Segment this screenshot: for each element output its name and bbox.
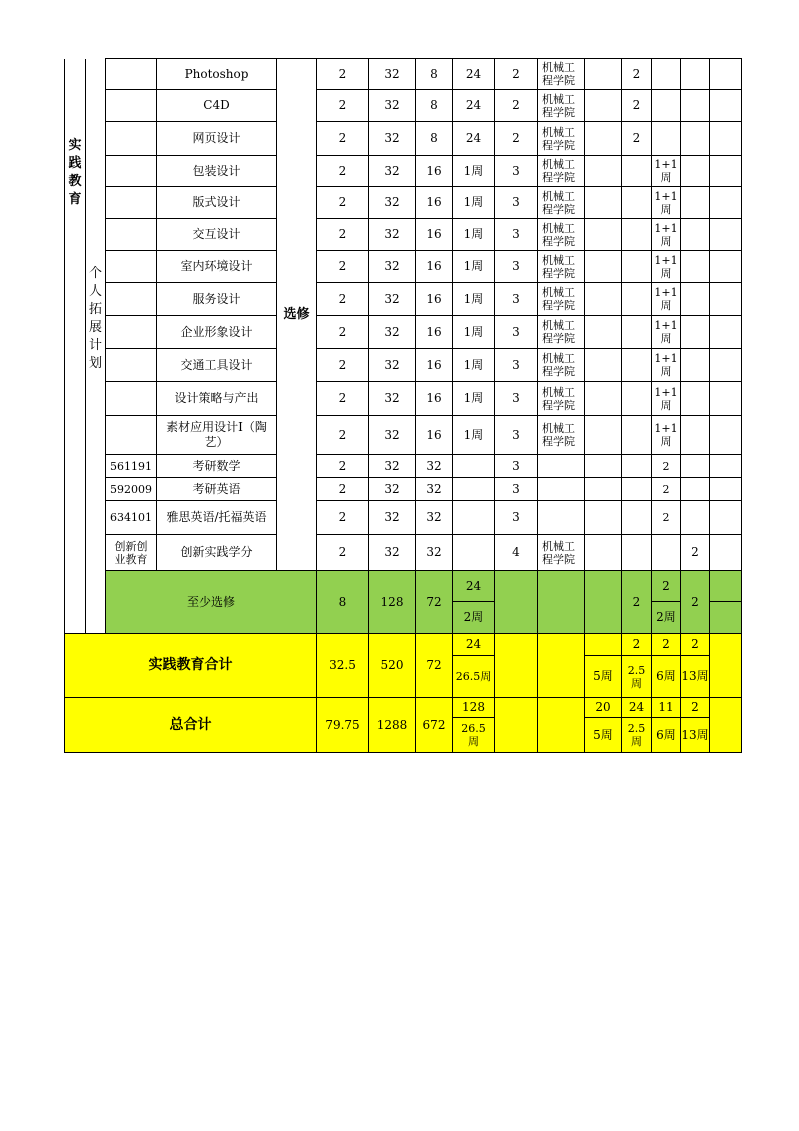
- credits-cell: 2: [317, 219, 369, 251]
- course-code: [106, 416, 157, 455]
- credits-cell: 2: [317, 90, 369, 122]
- table-row: [65, 382, 742, 416]
- sem-cell: 2周: [652, 602, 681, 634]
- sem-cell: [710, 535, 742, 571]
- sem-cell: [622, 349, 652, 382]
- credits-cell: 79.75: [317, 698, 369, 753]
- section-label: 实 践 教 育: [65, 59, 86, 571]
- course-rows: [65, 59, 742, 753]
- dept-cell: [538, 478, 585, 501]
- credits-cell: 2: [317, 283, 369, 316]
- credits-cell: 8: [317, 571, 369, 634]
- practice-hours-cell: 16: [416, 349, 453, 382]
- term-cell: 3: [495, 349, 538, 382]
- table-row: [65, 478, 742, 501]
- sem-cell: [681, 59, 710, 90]
- hours-cell: 32: [369, 219, 416, 251]
- sem-cell: 6周: [652, 656, 681, 698]
- practice-total-row: [65, 634, 742, 656]
- sem-cell: [585, 219, 622, 251]
- practice-hours-cell: 32: [416, 455, 453, 478]
- sem-cell: 1+1 周: [652, 349, 681, 382]
- course-name: 设计策略与产出: [157, 382, 277, 416]
- term-cell: 3: [495, 416, 538, 455]
- course-name: C4D: [157, 90, 277, 122]
- weeks-cell: 24: [453, 122, 495, 156]
- hours-cell: 32: [369, 90, 416, 122]
- sem-cell: 2: [652, 634, 681, 656]
- requirement-label: 选修: [277, 59, 317, 571]
- course-name: 素材应用设计I（陶 艺）: [157, 416, 277, 455]
- sem-cell: [622, 187, 652, 219]
- hours-cell: 32: [369, 283, 416, 316]
- sem-cell: [585, 316, 622, 349]
- hours-cell: 32: [369, 156, 416, 187]
- weeks-cell: 1周: [453, 382, 495, 416]
- hours-cell: 32: [369, 416, 416, 455]
- sem-cell: 13周: [681, 656, 710, 698]
- course-name: 雅思英语/托福英语: [157, 501, 277, 535]
- hours-cell: 1288: [369, 698, 416, 753]
- sem-cell: [622, 478, 652, 501]
- sem-cell: [681, 251, 710, 283]
- sem-cell: [710, 156, 742, 187]
- credits-cell: 2: [317, 59, 369, 90]
- course-code: [106, 219, 157, 251]
- sem-cell: [622, 535, 652, 571]
- sem-cell: [710, 571, 742, 602]
- sem-cell: [681, 455, 710, 478]
- credits-cell: 2: [317, 455, 369, 478]
- hours-cell: 32: [369, 59, 416, 90]
- weeks-cell: 1周: [453, 187, 495, 219]
- course-code: [106, 59, 157, 90]
- sem-cell: 1+1 周: [652, 251, 681, 283]
- sem-cell: 2: [622, 634, 652, 656]
- course-code: 634101: [106, 501, 157, 535]
- practice-hours-cell: 672: [416, 698, 453, 753]
- course-name: 创新实践学分: [157, 535, 277, 571]
- dept-cell: 机械工 程学院: [538, 219, 585, 251]
- course-name: 室内环境设计: [157, 251, 277, 283]
- sem-cell: [585, 90, 622, 122]
- credits-cell: 2: [317, 478, 369, 501]
- sem-cell: 5周: [585, 656, 622, 698]
- sem-cell: [681, 416, 710, 455]
- plan-label: 个 人 拓 展 计 划: [86, 59, 106, 634]
- course-code: [106, 283, 157, 316]
- sem-cell: [710, 59, 742, 90]
- hours-cell: 32: [369, 122, 416, 156]
- sem-cell: 6周: [652, 718, 681, 753]
- dept-cell: 机械工 程学院: [538, 316, 585, 349]
- weeks-cell: 2周: [453, 602, 495, 634]
- dept-cell: [538, 571, 585, 634]
- sem-cell: 2: [681, 698, 710, 718]
- sem-cell: [710, 122, 742, 156]
- course-name: 包装设计: [157, 156, 277, 187]
- course-code: [106, 156, 157, 187]
- weeks-cell: 1周: [453, 416, 495, 455]
- sem-cell: 2: [681, 634, 710, 656]
- course-code: 561191: [106, 455, 157, 478]
- sem-cell: 1+1 周: [652, 283, 681, 316]
- sem-cell: [710, 187, 742, 219]
- practice-hours-cell: 8: [416, 59, 453, 90]
- dept-cell: [538, 634, 585, 698]
- credits-cell: 2: [317, 251, 369, 283]
- min-elective-row: [65, 571, 742, 602]
- sem-cell: 1+1 周: [652, 382, 681, 416]
- sem-cell: [681, 316, 710, 349]
- term-cell: 3: [495, 455, 538, 478]
- sem-cell: [585, 59, 622, 90]
- practice-total-label: 实践教育合计: [65, 634, 317, 698]
- sem-cell: 2: [622, 90, 652, 122]
- table-row: [65, 90, 742, 122]
- credits-cell: 2: [317, 382, 369, 416]
- course-code: [106, 90, 157, 122]
- term-cell: 3: [495, 283, 538, 316]
- sem-cell: [710, 455, 742, 478]
- sem-cell: 2: [652, 501, 681, 535]
- sem-cell: [681, 382, 710, 416]
- sem-cell: 1+1 周: [652, 219, 681, 251]
- sem-cell: 5周: [585, 718, 622, 753]
- section-spacer: [65, 571, 86, 634]
- weeks-cell: [453, 501, 495, 535]
- credits-cell: 2: [317, 501, 369, 535]
- credits-cell: 32.5: [317, 634, 369, 698]
- sem-cell: 20: [585, 698, 622, 718]
- practice-hours-cell: 16: [416, 416, 453, 455]
- term-cell: 2: [495, 122, 538, 156]
- course-code: [106, 251, 157, 283]
- weeks-cell: 1周: [453, 156, 495, 187]
- dept-cell: 机械工 程学院: [538, 187, 585, 219]
- hours-cell: 520: [369, 634, 416, 698]
- sem-cell: 2: [622, 571, 652, 634]
- term-cell: 3: [495, 382, 538, 416]
- term-cell: [495, 698, 538, 753]
- sem-cell: [585, 571, 622, 634]
- table-row: [65, 349, 742, 382]
- weeks-cell: [453, 478, 495, 501]
- term-cell: 2: [495, 90, 538, 122]
- table-row: [65, 316, 742, 349]
- sem-cell: [622, 251, 652, 283]
- sem-cell: [681, 156, 710, 187]
- weeks-cell: 26.5 周: [453, 718, 495, 753]
- term-cell: 3: [495, 316, 538, 349]
- dept-cell: [538, 698, 585, 753]
- sem-cell: 1+1 周: [652, 156, 681, 187]
- sem-cell: [622, 382, 652, 416]
- course-name: Photoshop: [157, 59, 277, 90]
- term-cell: [495, 571, 538, 634]
- credits-cell: 2: [317, 122, 369, 156]
- course-name: 交互设计: [157, 219, 277, 251]
- practice-hours-cell: 72: [416, 634, 453, 698]
- table-row: [65, 187, 742, 219]
- sem-cell: [681, 283, 710, 316]
- sem-cell: 11: [652, 698, 681, 718]
- course-code: [106, 122, 157, 156]
- practice-hours-cell: 32: [416, 501, 453, 535]
- course-code: [106, 187, 157, 219]
- sem-cell: [585, 122, 622, 156]
- sem-cell: [710, 283, 742, 316]
- course-name: 服务设计: [157, 283, 277, 316]
- hours-cell: 32: [369, 382, 416, 416]
- sem-cell: [652, 59, 681, 90]
- dept-cell: 机械工 程学院: [538, 251, 585, 283]
- table-row: [65, 501, 742, 535]
- practice-hours-cell: 16: [416, 382, 453, 416]
- table-row: [65, 251, 742, 283]
- practice-hours-cell: 8: [416, 122, 453, 156]
- practice-hours-cell: 32: [416, 478, 453, 501]
- course-code: [106, 349, 157, 382]
- sem-cell: [710, 416, 742, 455]
- credits-cell: 2: [317, 349, 369, 382]
- sem-cell: [585, 416, 622, 455]
- weeks-cell: 24: [453, 634, 495, 656]
- dept-cell: 机械工 程学院: [538, 156, 585, 187]
- weeks-cell: 1周: [453, 219, 495, 251]
- hours-cell: 32: [369, 316, 416, 349]
- course-name: 网页设计: [157, 122, 277, 156]
- sem-cell: 2: [622, 122, 652, 156]
- sem-cell: [585, 501, 622, 535]
- weeks-cell: 26.5周: [453, 656, 495, 698]
- sem-cell: [681, 122, 710, 156]
- weeks-cell: 24: [453, 571, 495, 602]
- dept-cell: 机械工 程学院: [538, 382, 585, 416]
- sem-cell: [622, 219, 652, 251]
- term-cell: 3: [495, 478, 538, 501]
- dept-cell: 机械工 程学院: [538, 349, 585, 382]
- sem-cell: 2: [652, 455, 681, 478]
- term-cell: 4: [495, 535, 538, 571]
- credits-cell: 2: [317, 416, 369, 455]
- table-row: [65, 535, 742, 571]
- course-code: [106, 382, 157, 416]
- sem-cell: [585, 634, 622, 656]
- table-row: [65, 219, 742, 251]
- weeks-cell: 24: [453, 59, 495, 90]
- sem-cell: [681, 187, 710, 219]
- sem-cell: [585, 478, 622, 501]
- term-cell: 3: [495, 251, 538, 283]
- credits-cell: 2: [317, 316, 369, 349]
- sem-cell: [585, 251, 622, 283]
- table-row: [65, 156, 742, 187]
- sem-cell: [710, 698, 742, 753]
- hours-cell: 32: [369, 455, 416, 478]
- course-name: 考研英语: [157, 478, 277, 501]
- sem-cell: 2: [652, 571, 681, 602]
- course-name: 考研数学: [157, 455, 277, 478]
- sem-cell: 13周: [681, 718, 710, 753]
- practice-hours-cell: 16: [416, 283, 453, 316]
- curriculum-table: [64, 58, 742, 753]
- credits-cell: 2: [317, 187, 369, 219]
- term-cell: 3: [495, 156, 538, 187]
- sem-cell: [622, 156, 652, 187]
- sem-cell: [710, 90, 742, 122]
- weeks-cell: 1周: [453, 316, 495, 349]
- sem-cell: [681, 501, 710, 535]
- hours-cell: 32: [369, 349, 416, 382]
- hours-cell: 32: [369, 187, 416, 219]
- grand-total-label: 总合计: [65, 698, 317, 753]
- course-code: 创新创 业教育: [106, 535, 157, 571]
- sem-cell: [710, 478, 742, 501]
- practice-hours-cell: 16: [416, 187, 453, 219]
- hours-cell: 32: [369, 501, 416, 535]
- sem-cell: 2: [681, 535, 710, 571]
- sem-cell: [710, 316, 742, 349]
- sem-cell: [585, 156, 622, 187]
- credits-cell: 2: [317, 156, 369, 187]
- practice-hours-cell: 16: [416, 251, 453, 283]
- dept-cell: [538, 455, 585, 478]
- table-row: [65, 59, 742, 90]
- weeks-cell: 1周: [453, 349, 495, 382]
- table-row: [65, 455, 742, 478]
- sem-cell: [622, 501, 652, 535]
- sem-cell: [585, 187, 622, 219]
- sem-cell: [652, 535, 681, 571]
- sem-cell: 1+1 周: [652, 187, 681, 219]
- sem-cell: 2: [622, 59, 652, 90]
- sem-cell: [652, 90, 681, 122]
- sem-cell: [622, 316, 652, 349]
- sem-cell: [710, 602, 742, 634]
- sem-cell: [710, 501, 742, 535]
- weeks-cell: [453, 535, 495, 571]
- sem-cell: [681, 219, 710, 251]
- dept-cell: 机械工 程学院: [538, 90, 585, 122]
- sem-cell: [622, 455, 652, 478]
- practice-hours-cell: 8: [416, 90, 453, 122]
- course-code: [106, 316, 157, 349]
- sem-cell: [585, 283, 622, 316]
- sem-cell: [585, 455, 622, 478]
- sem-cell: [622, 416, 652, 455]
- sem-cell: 2: [652, 478, 681, 501]
- practice-hours-cell: 32: [416, 535, 453, 571]
- term-cell: 3: [495, 219, 538, 251]
- course-name: 版式设计: [157, 187, 277, 219]
- sem-cell: [585, 382, 622, 416]
- sem-cell: [710, 382, 742, 416]
- weeks-cell: [453, 455, 495, 478]
- weeks-cell: 1周: [453, 251, 495, 283]
- sem-cell: [681, 478, 710, 501]
- sem-cell: [710, 634, 742, 698]
- min-elective-label: 至少选修: [106, 571, 317, 634]
- course-code: 592009: [106, 478, 157, 501]
- hours-cell: 32: [369, 251, 416, 283]
- practice-hours-cell: 16: [416, 219, 453, 251]
- table-row: [65, 283, 742, 316]
- sem-cell: 24: [622, 698, 652, 718]
- term-cell: 2: [495, 59, 538, 90]
- dept-cell: 机械工 程学院: [538, 122, 585, 156]
- sem-cell: [710, 251, 742, 283]
- course-name: 企业形象设计: [157, 316, 277, 349]
- dept-cell: 机械工 程学院: [538, 283, 585, 316]
- term-cell: [495, 634, 538, 698]
- table-row: [65, 122, 742, 156]
- practice-hours-cell: 16: [416, 156, 453, 187]
- dept-cell: 机械工 程学院: [538, 416, 585, 455]
- sem-cell: 1+1 周: [652, 416, 681, 455]
- weeks-cell: 24: [453, 90, 495, 122]
- sem-cell: 2.5 周: [622, 718, 652, 753]
- sem-cell: [681, 90, 710, 122]
- grand-total-row: [65, 698, 742, 718]
- hours-cell: 32: [369, 535, 416, 571]
- table-row: [65, 416, 742, 455]
- sem-cell: 1+1 周: [652, 316, 681, 349]
- sem-cell: [681, 349, 710, 382]
- sem-cell: [622, 283, 652, 316]
- hours-cell: 32: [369, 478, 416, 501]
- weeks-cell: 1周: [453, 283, 495, 316]
- practice-hours-cell: 72: [416, 571, 453, 634]
- course-name: 交通工具设计: [157, 349, 277, 382]
- term-cell: 3: [495, 187, 538, 219]
- sem-cell: [710, 349, 742, 382]
- weeks-cell: 128: [453, 698, 495, 718]
- sem-cell: [585, 535, 622, 571]
- dept-cell: [538, 501, 585, 535]
- sem-cell: [585, 349, 622, 382]
- practice-hours-cell: 16: [416, 316, 453, 349]
- hours-cell: 128: [369, 571, 416, 634]
- sem-cell: 2: [681, 571, 710, 634]
- dept-cell: 机械工 程学院: [538, 535, 585, 571]
- sem-cell: [710, 219, 742, 251]
- credits-cell: 2: [317, 535, 369, 571]
- sem-cell: 2.5 周: [622, 656, 652, 698]
- dept-cell: 机械工 程学院: [538, 59, 585, 90]
- term-cell: 3: [495, 501, 538, 535]
- sem-cell: [652, 122, 681, 156]
